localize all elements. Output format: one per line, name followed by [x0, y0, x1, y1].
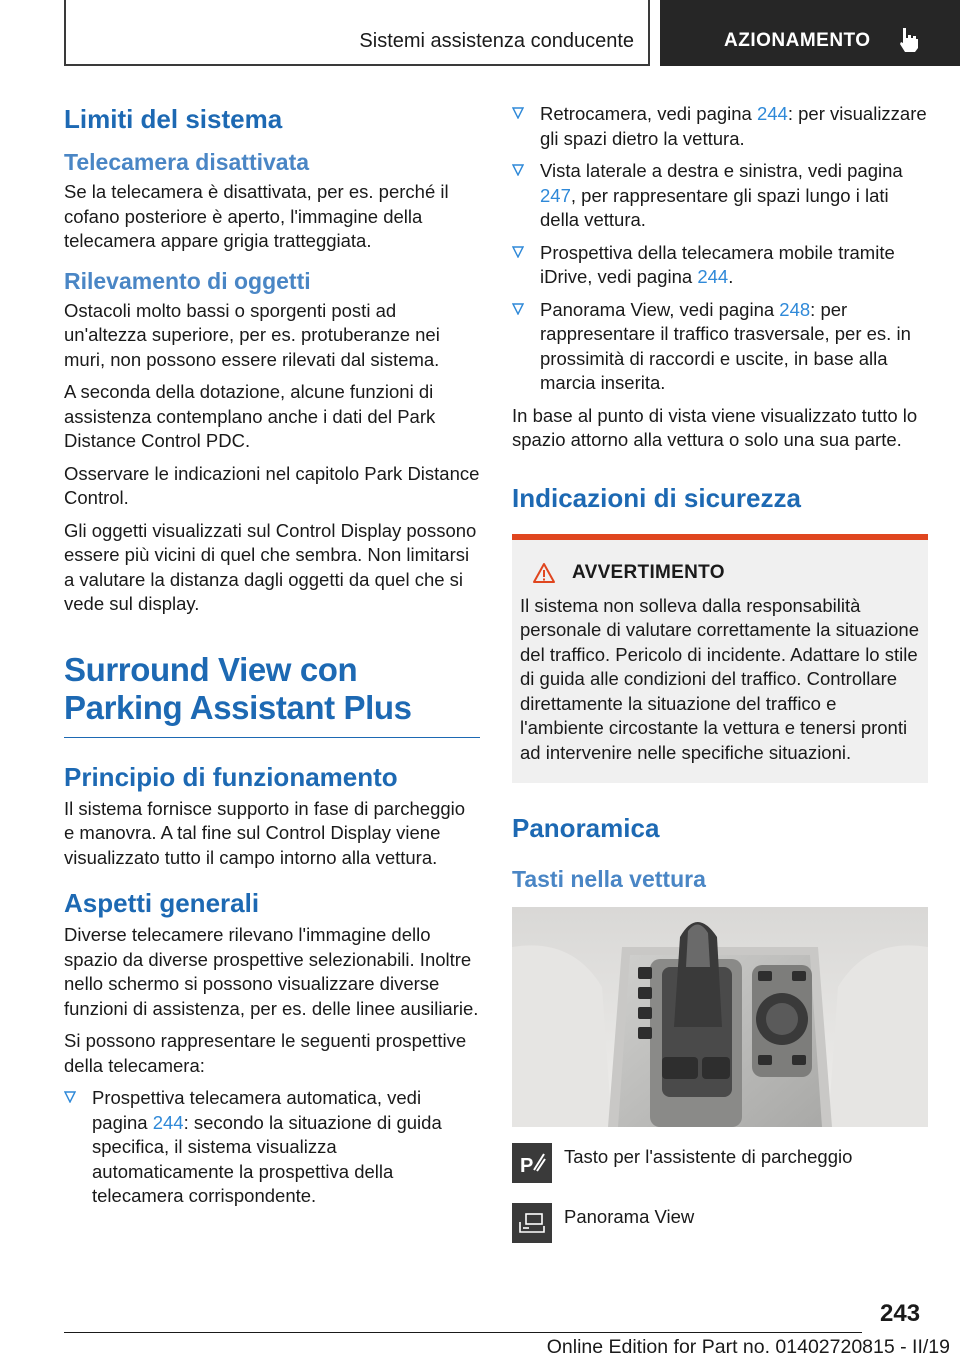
- list-item: [512, 159, 928, 233]
- perspective-list: [64, 1086, 480, 1209]
- header-chapter-box: [660, 0, 960, 66]
- detection-heading: Rilevamento di oggetti: [64, 267, 311, 294]
- main-heading: Surround View con Parking Assistant Plus: [64, 650, 412, 726]
- bullet-text: Vista laterale a destra e sinistra, vedi pagina: [540, 160, 903, 181]
- detection-text-1: Ostacoli molto bassi o sporgenti posti ad un'altezza superiore, per es. protuberanze nei muri, non possono essere rilevati dal sistema.: [64, 299, 440, 370]
- page-link[interactable]: 247: [540, 184, 571, 206]
- list-item: [512, 241, 928, 290]
- left-column: [64, 100, 480, 1217]
- principle-text: Il sistema fornisce supporto in fase di parcheggio e manovra. A tal fine sul Control Display viene visualizzato tutto il campo intorno alla vettura.: [64, 797, 466, 868]
- key-panorama-view-label: Panorama View: [564, 1206, 695, 1227]
- header-chapter-title: AZIONAMENTO: [724, 30, 871, 51]
- bullet-text: Prospettiva della telecamera mobile tramite iDrive, vedi pagina: [540, 241, 895, 287]
- bullet-text: Prospettiva telecamera automatica, vedi pagina: [92, 1087, 422, 1133]
- hand-pointer-icon: [896, 26, 922, 54]
- general-heading: Aspetti generali: [64, 888, 260, 918]
- camera-off-text: Se la telecamera è disattivata, per es. perché il cofano posteriore è aperto, l'immagine della telecamera appare grigia tratteggiata.: [64, 181, 449, 251]
- principle-heading: Principio di funzionamento: [64, 761, 398, 792]
- camera-off-heading: Telecamera disattivata: [64, 149, 310, 175]
- triangle-bullet-icon: [512, 246, 524, 258]
- view-text: In base al punto di vista viene visualizzato tutto lo spazio attorno alla vettura o solo una sua parte.: [512, 404, 918, 450]
- key-panorama-view: [512, 1203, 928, 1243]
- bullet-text: : secondo la situazione di guida specifica, il sistema visualizza automaticamente la prospettiva della telecamera corrispondente.: [92, 1111, 442, 1206]
- footer-rule: [64, 1332, 862, 1333]
- right-column: [512, 100, 928, 1243]
- detection-text-4: Gli oggetti visualizzati sul Control Display possono essere più vicini di quel che sembra. Non limitarsi a valutare la distanza dagli oggetti da quel che si vede sul display.: [64, 519, 477, 614]
- triangle-bullet-icon: [512, 303, 524, 315]
- limits-heading: Limiti del sistema: [64, 104, 283, 134]
- detection-text-3: Osservare le indicazioni nel capitolo Park Distance Control.: [64, 462, 480, 508]
- svg-text:P: P: [520, 1155, 534, 1177]
- warning-triangle-icon: [532, 562, 556, 584]
- detection-text-2: A seconda della dotazione, alcune funzioni di assistenza contemplano anche i dati del Park Distance Control PDC.: [64, 381, 436, 451]
- list-item: [512, 298, 928, 396]
- key-parking-assistant-label: Tasto per l'assistente di parcheggio: [564, 1146, 853, 1167]
- page-link[interactable]: 244: [756, 103, 788, 124]
- warning-box: [512, 540, 928, 784]
- bullet-text: , per rappresentare gli spazi lungo i lati della vettura.: [540, 184, 889, 230]
- header-section-box: [64, 0, 650, 66]
- bullet-text: .: [728, 266, 734, 287]
- list-item: [512, 102, 928, 151]
- page-link[interactable]: 244: [152, 1111, 184, 1133]
- triangle-bullet-icon: [512, 164, 524, 176]
- panorama-view-icon: [512, 1203, 552, 1243]
- key-parking-assistant: [512, 1143, 928, 1183]
- triangle-bullet-icon: [512, 107, 524, 119]
- page-link[interactable]: 248: [779, 298, 811, 320]
- general-text-2: Si possono rappresentare le seguenti prospettive della telecamera:: [64, 1030, 467, 1076]
- bullet-text: : per rappresentare il traffico trasversale, per es. in prossimità di raccordi e uscite, in base alla marcia inserita.: [540, 298, 911, 393]
- warning-header: [520, 562, 920, 584]
- buttons-heading: Tasti nella vettura: [512, 866, 706, 892]
- overview-heading: Panoramica: [512, 813, 660, 843]
- triangle-bullet-icon: [64, 1091, 76, 1103]
- page-number: 243: [880, 1300, 921, 1327]
- warning-label: AVVERTIMENTO: [572, 561, 725, 583]
- bullet-text: : per visualizzare gli spazi dietro la vettura.: [540, 103, 927, 149]
- safety-heading: Indicazioni di sicurezza: [512, 482, 801, 513]
- header-section-title: Sistemi assistenza conducente: [359, 30, 634, 52]
- page-link[interactable]: 244: [697, 266, 729, 287]
- footer-edition: Online Edition for Part no. 01402720815 - II/19: [546, 1336, 950, 1358]
- list-item: [64, 1086, 480, 1209]
- heading-rule: [64, 737, 480, 738]
- general-text-1: Diverse telecamere rilevano l'immagine dello spazio da diverse prospettive selezionabili. Inoltre nello schermo si possono visualizzare diverse funzioni di assistenza, per es. delle linee ausiliarie.: [64, 924, 479, 1019]
- parking-assistant-icon: [512, 1143, 552, 1183]
- center-console-image: [512, 907, 928, 1127]
- center-console-illustration: [512, 907, 928, 1127]
- bullet-text: Retrocamera, vedi pagina: [540, 103, 757, 124]
- perspective-list-cont: [512, 102, 928, 396]
- bullet-text: Panorama View, vedi pagina: [540, 298, 780, 320]
- warning-text: Il sistema non solleva dalla responsabilità personale di valutare correttamente la situazione del traffico. Pericolo di incidente. Adattare lo stile di guida alle condizioni del traffico. Controllare direttamente la situazione del traffico e l'ambiente circostante la vettura e tenersi pronti ad intervenire nelle specifiche situazioni.: [520, 594, 920, 763]
